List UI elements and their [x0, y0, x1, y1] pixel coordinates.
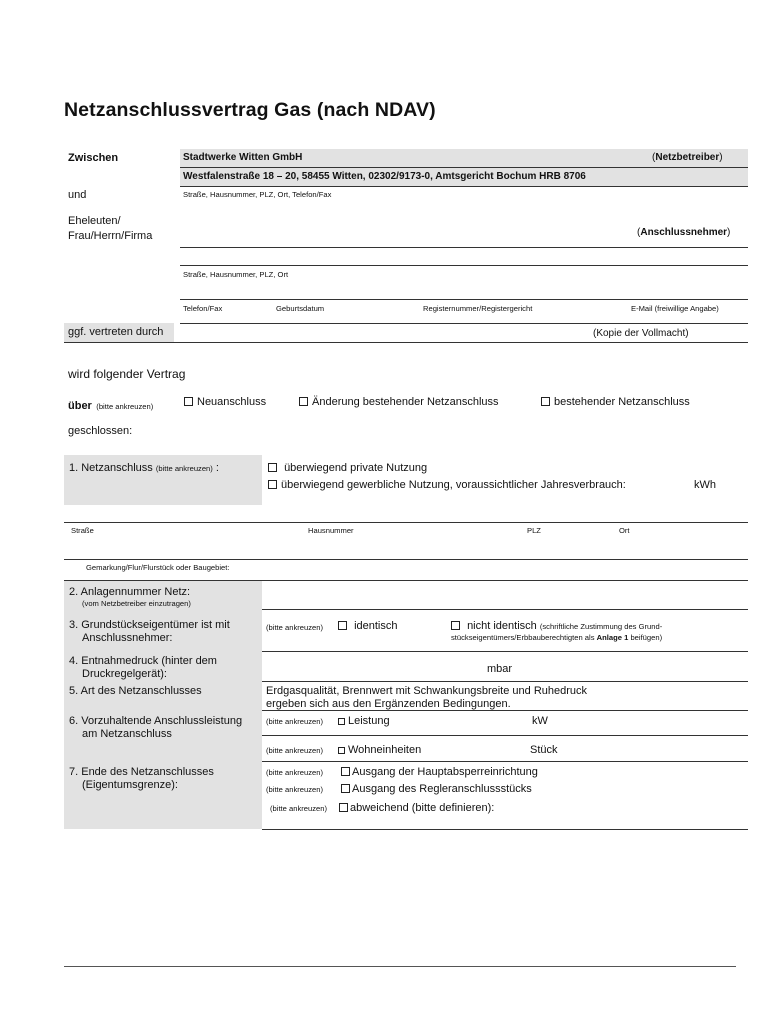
plz-caption: PLZ — [527, 526, 541, 535]
option-leistung[interactable]: Leistung — [338, 715, 390, 727]
checkbox[interactable] — [268, 463, 277, 472]
section2-sublabel: (vom Netzbetreiber einzutragen) — [82, 599, 191, 608]
divider — [262, 735, 748, 736]
checkbox[interactable] — [341, 767, 350, 776]
section3-label: 3. Grundstückseigentümer ist mit — [69, 619, 230, 631]
section3-hint: (bitte ankreuzen) — [266, 623, 323, 632]
option-hauptabsperreinrichtung[interactable]: Ausgang der Hauptabsperreinrichtung — [341, 766, 538, 778]
checkbox[interactable] — [338, 621, 347, 630]
jahresverbrauch-field[interactable] — [650, 477, 692, 491]
option-aenderung[interactable]: Änderung bestehender Netzanschluss — [299, 396, 499, 408]
company-address-caption: Straße, Hausnummer, PLZ, Ort, Telefon/Fax — [183, 190, 332, 199]
leistung-field[interactable] — [440, 713, 528, 727]
divider — [180, 323, 748, 324]
divider — [64, 580, 748, 581]
section5-label: 5. Art des Netzanschlusses — [69, 685, 202, 697]
divider — [180, 265, 748, 266]
option-nicht-identisch[interactable]: nicht identisch (schriftliche Zustimmung des Grund- — [451, 620, 662, 632]
checkbox[interactable] — [338, 718, 345, 725]
gemarkung-field[interactable] — [64, 540, 748, 558]
checkbox[interactable] — [341, 784, 350, 793]
geschlossen-label: geschlossen: — [68, 425, 133, 437]
email-caption: E-Mail (freiwillige Angabe) — [631, 304, 719, 313]
checkbox[interactable] — [184, 397, 193, 406]
section6-hint-2: (bitte ankreuzen) — [266, 746, 323, 755]
ort-caption: Ort — [619, 526, 630, 535]
checkbox[interactable] — [338, 747, 345, 754]
telefon-caption: Telefon/Fax — [183, 304, 223, 313]
divider — [64, 522, 748, 523]
divider — [262, 681, 748, 682]
vertreter-field[interactable] — [180, 325, 580, 341]
company-address: Westfalenstraße 18 – 20, 58455 Witten, 02302/9173-0, Amtsgericht Bochum HRB 8706 — [183, 171, 586, 182]
checkbox[interactable] — [541, 397, 550, 406]
option-wohneinheiten[interactable]: Wohneinheiten — [338, 744, 421, 756]
option-identisch[interactable]: identisch — [338, 620, 397, 632]
geburtsdatum-caption: Geburtsdatum — [276, 304, 325, 313]
section4-label-line2: Druckregelgerät): — [82, 668, 167, 680]
netzbetreiber-role: (Netzbetreiber) — [652, 152, 723, 163]
kwh-unit: kWh — [694, 479, 716, 491]
section1-label: 1. Netzanschluss (bitte ankreuzen) : — [69, 462, 219, 474]
section7-label: 7. Ende des Netzanschlusses — [69, 766, 214, 778]
section3-note: stückseigentümers/Erbbauberechtigten als Anlage 1 beifügen) — [451, 633, 663, 642]
anschlussnehmer-address-field[interactable] — [180, 249, 748, 264]
option-regleranschlussstueck[interactable]: Ausgang des Regleranschlussstücks — [341, 783, 532, 795]
zwischen-label: Zwischen — [68, 152, 119, 164]
anlagennummer-field[interactable] — [264, 582, 748, 608]
divider — [180, 247, 748, 248]
contract-intro: wird folgender Vertrag — [68, 367, 186, 381]
ueber-label-group: über (bitte ankreuzen) — [68, 400, 154, 412]
section7-hint-3: (bitte ankreuzen) — [270, 804, 327, 813]
divider — [262, 651, 748, 652]
divider — [262, 609, 748, 610]
wohneinheiten-field[interactable] — [440, 742, 526, 756]
divider — [262, 829, 748, 830]
strasse-caption: Straße — [71, 526, 94, 535]
section6-label-line2: am Netzanschluss — [82, 728, 172, 740]
stueck-unit: Stück — [530, 744, 558, 756]
divider — [180, 299, 748, 300]
divider — [180, 186, 748, 187]
section7-label-line2: (Eigentumsgrenze): — [82, 779, 178, 791]
mbar-unit: mbar — [487, 663, 513, 675]
section6-hint: (bitte ankreuzen) — [266, 717, 323, 726]
section5-value: Erdgasqualität, Brennwert mit Schwankungsbreite und Ruhedruck — [266, 685, 588, 697]
checkbox[interactable] — [451, 621, 460, 630]
divider — [262, 710, 748, 711]
section6-label: 6. Vorzuhaltende Anschlussleistung — [69, 715, 243, 727]
checkbox[interactable] — [268, 480, 277, 489]
anschlussnehmer-role: (Anschlussnehmer) — [637, 227, 731, 238]
section4-label: 4. Entnahmedruck (hinter dem — [69, 655, 217, 667]
entnahmedruck-field[interactable] — [264, 654, 484, 680]
eheleute-label-line2: Frau/Herrn/Firma — [68, 230, 153, 242]
vertreten-label: ggf. vertreten durch — [68, 326, 164, 338]
footer-rule — [64, 966, 736, 967]
contact-details-field[interactable] — [180, 283, 748, 298]
section7-hint: (bitte ankreuzen) — [266, 768, 323, 777]
option-neuanschluss[interactable]: Neuanschluss — [184, 396, 266, 408]
company-name: Stadtwerke Witten GmbH — [183, 152, 303, 163]
vollmacht-label: (Kopie der Vollmacht) — [593, 328, 689, 339]
option-abweichend[interactable]: abweichend (bitte definieren): — [339, 802, 494, 814]
section7-hint-2: (bitte ankreuzen) — [266, 785, 323, 794]
abweichend-field[interactable] — [510, 800, 746, 824]
page-title: Netzanschlussvertrag Gas (nach NDAV) — [64, 99, 436, 121]
divider — [262, 761, 748, 762]
register-caption: Registernummer/Registergericht — [423, 304, 533, 313]
hausnummer-caption: Hausnummer — [308, 526, 354, 535]
kw-unit: kW — [532, 715, 548, 727]
anschlussnehmer-address-caption: Straße, Hausnummer, PLZ, Ort — [183, 270, 289, 279]
address-line-field[interactable] — [64, 507, 748, 521]
gemarkung-caption: Gemarkung/Flur/Flurstück oder Baugebiet: — [86, 563, 230, 572]
anschlussnehmer-name-field[interactable] — [180, 212, 630, 246]
checkbox[interactable] — [299, 397, 308, 406]
divider — [64, 342, 748, 343]
option-bestehend[interactable]: bestehender Netzanschluss — [541, 396, 690, 408]
checkbox[interactable] — [339, 803, 348, 812]
section2-label: 2. Anlagennummer Netz: — [69, 586, 191, 598]
section5-value-line2: ergeben sich aus den Ergänzenden Bedingungen. — [266, 698, 511, 710]
option-private-nutzung[interactable]: überwiegend private Nutzung — [268, 462, 427, 474]
option-gewerbliche-nutzung[interactable]: überwiegend gewerbliche Nutzung, voraussichtlicher Jahresverbrauch: — [268, 479, 626, 491]
section3-label-line2: Anschlussnehmer: — [82, 632, 173, 644]
und-label: und — [68, 189, 87, 201]
eheleute-label: Eheleuten/ — [68, 215, 121, 227]
divider — [64, 559, 748, 560]
